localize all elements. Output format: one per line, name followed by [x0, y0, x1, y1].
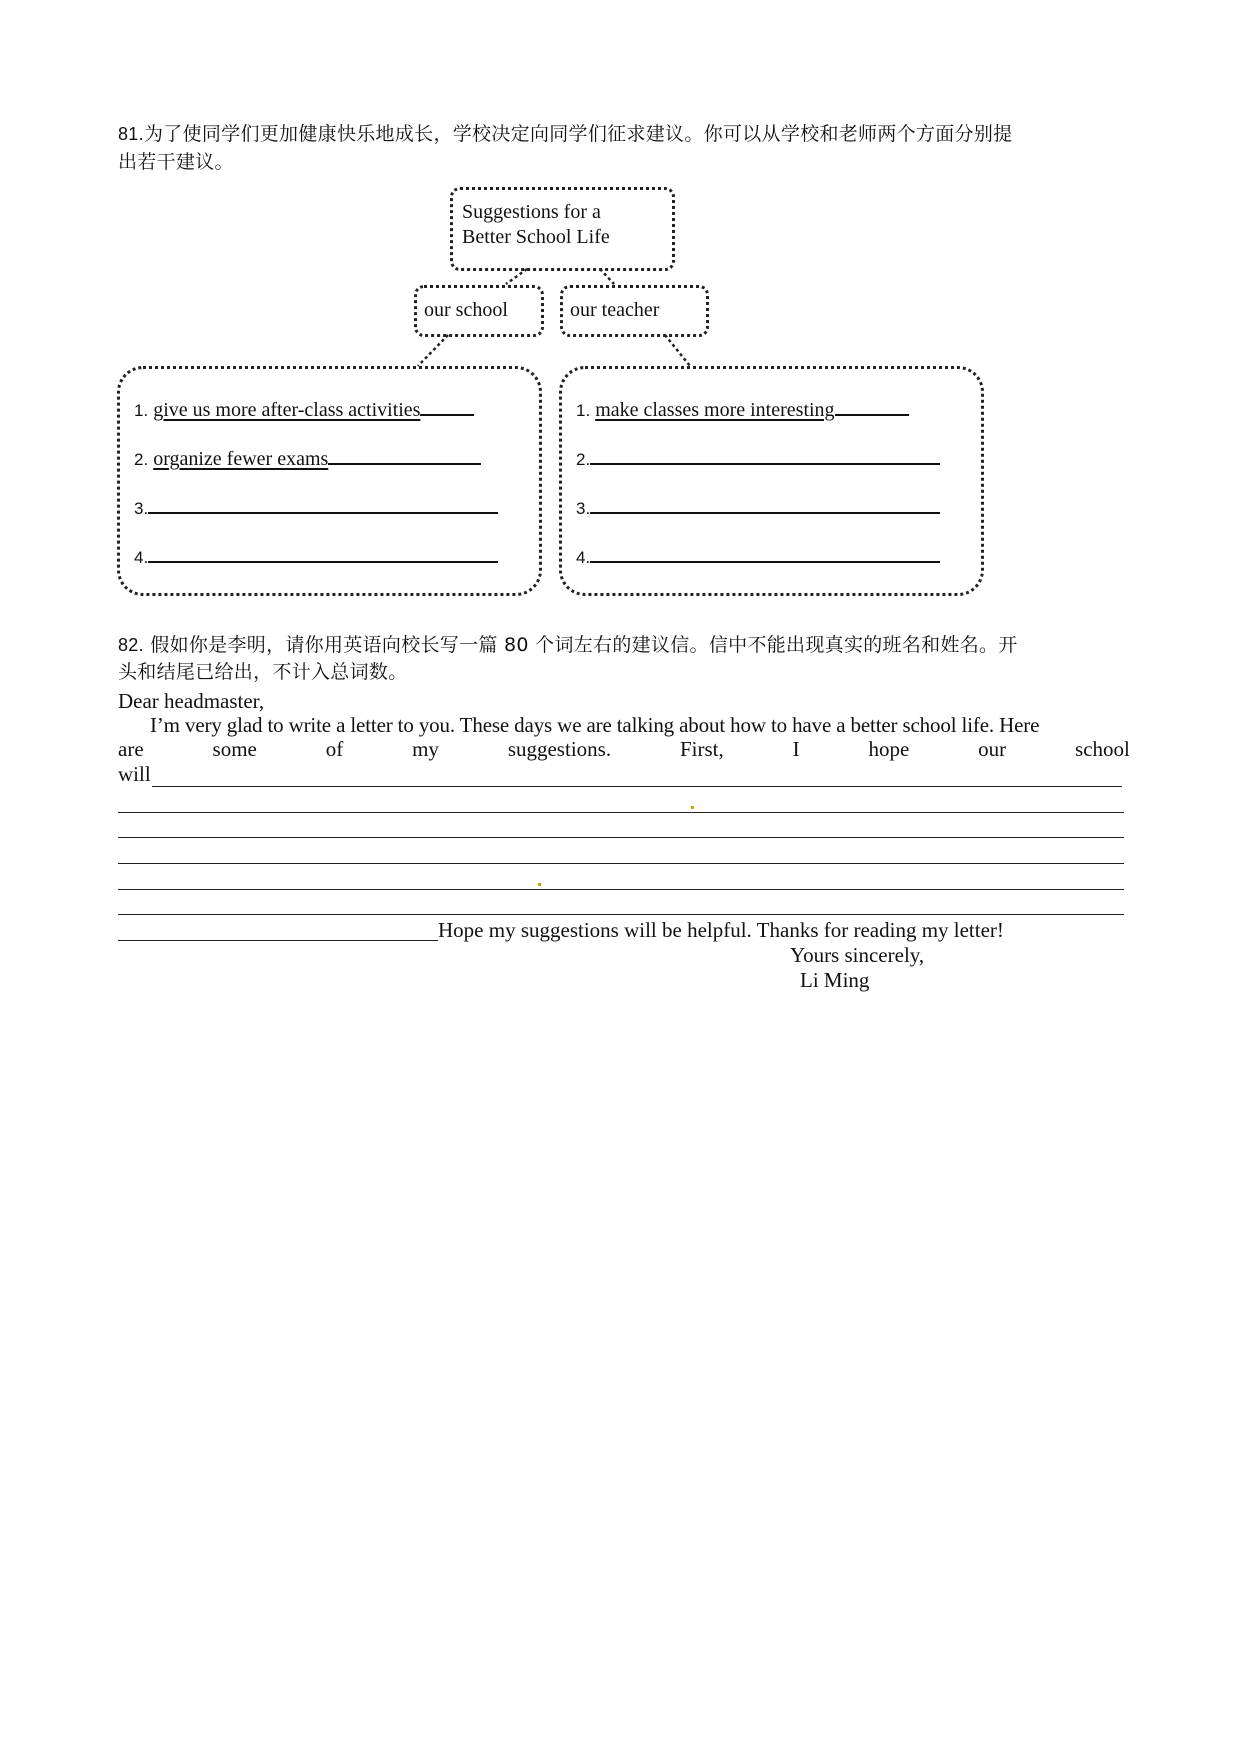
q82-prompt-line2: 头和结尾已给出，不计入总词数。	[118, 661, 408, 683]
teacher-item-1-num: 1.	[576, 401, 591, 420]
school-label-box	[414, 285, 544, 337]
teacher-item-3-num: 3.	[576, 499, 591, 518]
connector-root-school	[506, 269, 527, 284]
writing-line-4	[118, 863, 1124, 864]
q81-number: 81.	[118, 124, 144, 144]
letter-greeting: Dear headmaster,	[118, 689, 265, 713]
letter-body-line1: I’m very glad to write a letter to you. These days we are talking about how to have a better school life. Here	[150, 713, 1040, 737]
letter-body-line2	[118, 737, 1130, 762]
teacher-item-4-blank	[590, 543, 940, 563]
letter-body-line3-start: will	[118, 762, 151, 786]
teacher-item-2-num: 2.	[576, 450, 591, 469]
q81-prompt-line2: 出若干建议。	[118, 151, 234, 173]
teacher-item-3-blank	[590, 494, 940, 514]
school-item-2-text: organize fewer exams	[153, 448, 329, 470]
teacher-item-4	[576, 543, 940, 569]
school-item-1-text: give us more after-class activities	[153, 399, 421, 421]
writing-line-5	[118, 889, 1124, 890]
teacher-item-3	[576, 494, 940, 520]
school-item-2-blank	[328, 445, 481, 465]
school-item-1-num: 1.	[134, 401, 149, 420]
body-word-4: my	[412, 737, 439, 761]
body-word-1: are	[118, 737, 144, 761]
body-word-9: our	[978, 737, 1007, 761]
body-word-8: hope	[868, 737, 910, 761]
teacher-item-1-blank	[835, 396, 909, 416]
school-item-2-num: 2.	[134, 450, 149, 469]
root-title-line2: Better School Life	[462, 226, 610, 248]
q82-prompt-line1: 假如你是李明，请你用英语向校长写一篇 80 个词左右的建议信。信中不能出现真实的班名和姓名。开	[150, 634, 1018, 656]
suggestion-diagram	[0, 0, 1241, 600]
school-item-4-blank	[148, 543, 498, 563]
letter-closing-sentence: Hope my suggestions will be helpful. Thanks for reading my letter!	[438, 918, 1004, 942]
writing-line-3	[118, 837, 1124, 838]
teacher-label-box	[560, 285, 709, 337]
body-word-10: school	[1075, 737, 1130, 761]
teacher-suggestions-box	[559, 366, 984, 596]
teacher-item-1	[576, 396, 909, 422]
connector-root-teacher	[600, 269, 614, 284]
body-word-3: of	[325, 737, 344, 761]
writing-line-6	[118, 914, 1124, 915]
connector-teacher-list	[665, 335, 690, 366]
letter-sign-off: Yours sincerely,	[790, 943, 925, 967]
school-item-3	[134, 494, 498, 520]
stray-mark-2	[538, 883, 541, 886]
body-word-6: First,	[679, 737, 724, 761]
school-item-3-blank	[148, 494, 498, 514]
connector-school-list	[418, 335, 448, 366]
root-title-line1: Suggestions for a	[462, 201, 601, 223]
school-item-3-num: 3.	[134, 499, 149, 518]
writing-line-1	[152, 786, 1122, 787]
school-item-1-blank	[420, 396, 474, 416]
school-label: our school	[424, 299, 508, 321]
body-word-5: suggestions.	[507, 737, 612, 761]
stray-mark-1	[691, 806, 694, 809]
teacher-item-2	[576, 445, 940, 471]
writing-line-2	[118, 812, 1124, 813]
body-word-7: I	[792, 737, 800, 761]
school-suggestions-box	[117, 366, 542, 596]
teacher-label: our teacher	[570, 299, 660, 321]
letter-signature: Li Ming	[800, 968, 870, 992]
body-word-2: some	[212, 737, 257, 761]
teacher-item-1-text: make classes more interesting	[595, 399, 835, 421]
school-item-4	[134, 543, 498, 569]
diagram-root-box	[450, 187, 675, 271]
q81-prompt-line1: 为了使同学们更加健康快乐地成长，学校决定向同学们征求建议。你可以从学校和老师两个方面分别提	[143, 123, 1013, 145]
school-item-1	[134, 396, 474, 422]
teacher-item-2-blank	[590, 445, 940, 465]
writing-line-7	[118, 940, 438, 941]
school-item-4-num: 4.	[134, 548, 149, 567]
school-item-2	[134, 445, 481, 471]
teacher-item-4-num: 4.	[576, 548, 591, 567]
q82-prompt	[118, 632, 1133, 686]
q82-number: 82.	[118, 635, 144, 655]
